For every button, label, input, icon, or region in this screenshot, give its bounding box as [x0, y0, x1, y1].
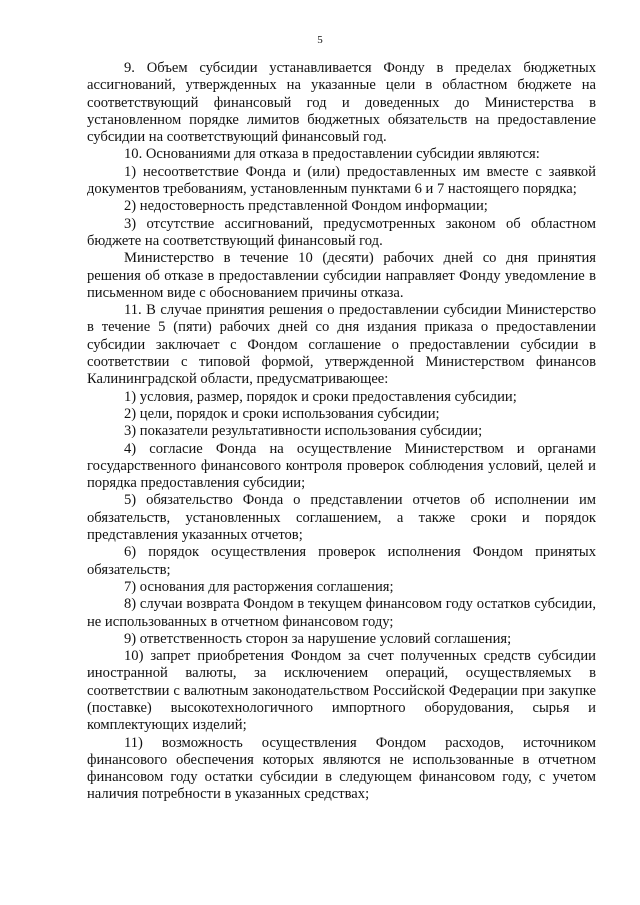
- agreement-item-10: 10) запрет приобретения Фондом за счет полученных средств субсидии иностранной валюты, за исключением операций, осуществляемых в соответствии с валютным законодательством Российской Федерации при закупке (поставке) высокотехнологичного импортного оборудования, сырья и комплектующих изделий;: [87, 648, 596, 734]
- paragraph-11-agreement: 11. В случае принятия решения о предоставлении субсидии Министерство в течение 5 (пяти) рабочих дней со дня издания приказа о предоставлении субсидии заключает с Фондом соглашение о предоставлении субсидии в соответствии с типовой формой, утвержденной Министерством финансов Калининградской области, предусматривающее:: [87, 302, 596, 388]
- agreement-item-1: 1) условия, размер, порядок и сроки предоставления субсидии;: [124, 388, 517, 405]
- agreement-item-8: 8) случаи возврата Фондом в текущем финансовом году остатков субсидии, не использованных в отчетном финансовом году;: [87, 596, 596, 630]
- refusal-ground-3: 3) отсутствие ассигнований, предусмотренных законом об областном бюджете на соответствующий финансовый год.: [87, 215, 596, 249]
- agreement-item-6: 6) порядок осуществления проверок исполнения Фондом принятых обязательств;: [87, 544, 596, 578]
- paragraph-9-subsidy-volume: 9. Объем субсидии устанавливается Фонду в пределах бюджетных ассигнований, утвержденных на указанные цели в областном бюджете на соответствующий финансовый год и доведенных до Министерства в установленном порядке лимитов бюджетных обязательств на предоставление субсидии на соответствующий финансовый год.: [87, 60, 596, 146]
- refusal-notification: Министерство в течение 10 (десяти) рабочих дней со дня принятия решения об отказе в предоставлении субсидии направляет Фонду уведомление в письменном виде с обоснованием причины отказа.: [87, 250, 596, 301]
- agreement-item-7: 7) основания для расторжения соглашения;: [124, 578, 394, 595]
- page-number: 5: [317, 34, 323, 46]
- agreement-item-3: 3) показатели результативности использования субсидии;: [124, 423, 483, 440]
- agreement-item-5: 5) обязательство Фонда о представлении отчетов об исполнении им обязательств, установленных соглашением, а также сроки и порядок представления указанных отчетов;: [87, 492, 596, 544]
- refusal-ground-1: 1) несоответствие Фонда и (или) предоставленных им вместе с заявкой документов требованиям, установленным пунктами 6 и 7 настоящего порядка;: [87, 163, 596, 198]
- agreement-item-2: 2) цели, порядок и сроки использования субсидии;: [124, 405, 440, 422]
- document-body: [87, 60, 596, 804]
- agreement-item-4: 4) согласие Фонда на осуществление Министерством и органами государственного финансового контроля проверок соблюдения условий, целей и порядка предоставления субсидии;: [87, 440, 596, 492]
- refusal-ground-2: 2) недостоверность представленной Фондом информации;: [124, 198, 488, 215]
- agreement-item-9: 9) ответственность сторон за нарушение условий соглашения;: [124, 630, 512, 647]
- paragraph-10-refusal-grounds: 10. Основаниями для отказа в предоставлении субсидии являются:: [124, 146, 540, 163]
- agreement-item-11: 11) возможность осуществления Фондом расходов, источником финансового обеспечения которых являются не использованные в отчетном финансовом году остатки субсидии в следующем финансовом году, с учетом наличия потребности в указанных средствах;: [87, 734, 596, 803]
